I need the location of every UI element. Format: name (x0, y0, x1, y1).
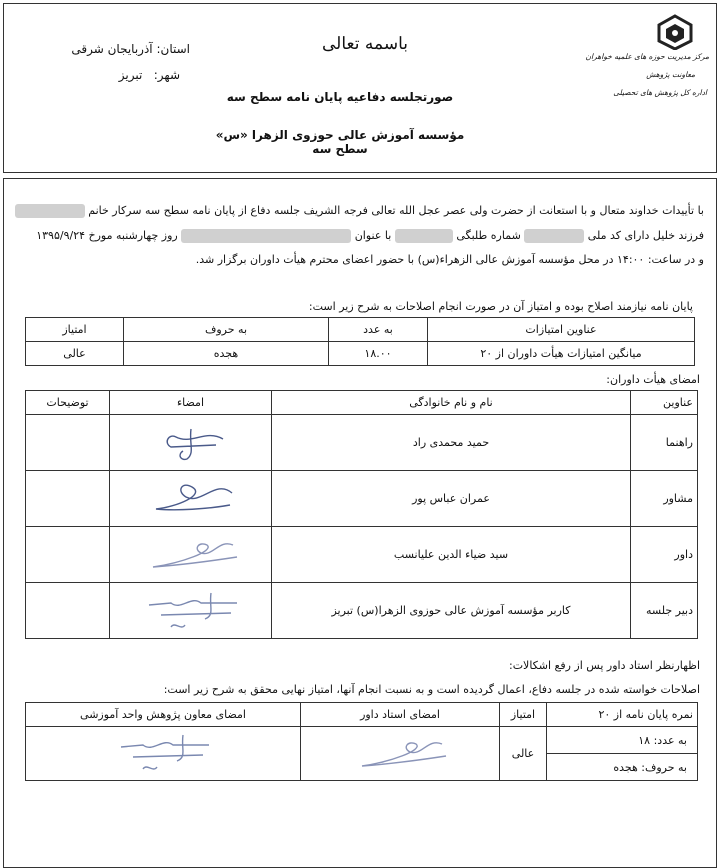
redacted-name (15, 204, 85, 218)
committee-header-signature: امضاء (110, 391, 272, 415)
scores-header-letters: به حروف (124, 318, 329, 342)
final-header-grade: امتیاز (500, 703, 547, 727)
final-line-1: اظهارنظر استاد داور پس از رفع اشکالات: (508, 659, 700, 672)
referee-signature-cell (301, 727, 500, 781)
committee-table (25, 390, 698, 639)
logo-emblem-icon (655, 14, 695, 50)
scores-row-grade: عالی (26, 342, 124, 366)
committee-header-notes: توضیحات (26, 391, 110, 415)
committee-note (26, 583, 110, 639)
redacted-thesis-title (181, 229, 351, 243)
committee-role: مشاور (631, 471, 698, 527)
organization-logo (585, 14, 715, 114)
signature-cell (110, 471, 272, 527)
page-title: صورتجلسه دفاعیه پایان نامه سطح سه (226, 90, 454, 104)
committee-name: سید ضیاء الدین علیانسب (272, 527, 631, 583)
signature-image (141, 531, 241, 575)
final-table (25, 702, 698, 781)
committee-note (26, 415, 110, 471)
committee-caption: امضای هیأت داوران: (606, 373, 700, 386)
intro-line-1: با تأییدات خداوند متعال و با استعانت از حضرت ولی عصر عجل الله تعالی فرجه الشریف جلسه دفاع از پایان نامه سطح سه سرکار خانم (18, 204, 704, 218)
scores-row-title: میانگین امتیازات هیأت داوران از ۲۰ (428, 342, 695, 366)
committee-header-name: نام و نام خانوادگی (272, 391, 631, 415)
province-value: آذربایجان شرقی (71, 42, 153, 56)
signature-image (350, 730, 450, 774)
scores-row-letters: هجده (124, 342, 329, 366)
signature-image (113, 729, 213, 775)
final-header-deputy-signature: امضای معاون پژوهش واحد آموزشی (26, 703, 301, 727)
committee-name: عمران عباس پور (272, 471, 631, 527)
final-grade: عالی (500, 727, 547, 781)
signature-cell (110, 583, 272, 639)
scores-header-title: عناوین امتیازات (428, 318, 695, 342)
city-line (60, 68, 180, 82)
city-value: تبریز (118, 68, 143, 82)
deputy-signature-cell (26, 727, 301, 781)
logo-line-2: معاونت پژوهش (646, 70, 695, 79)
scores-table (25, 317, 695, 366)
signature-cell (110, 415, 272, 471)
committee-note (26, 471, 110, 527)
redacted-student-number (395, 229, 453, 243)
final-header-referee-signature: امضای استاد داور (301, 703, 500, 727)
committee-header-role: عناوین (631, 391, 698, 415)
signature-image (146, 475, 236, 519)
committee-role: دبیر جلسه (631, 583, 698, 639)
table-row (26, 471, 698, 527)
intro-line-2: فرزند خلیل دارای کد ملی شماره طلبگی با عنوان روز چهارشنبه مورخ ۱۳۹۵/۹/۲۴ (36, 229, 704, 242)
logo-line-1: مرکز مدیریت حوزه های علمیه خواهران (585, 52, 709, 61)
scores-header-number: به عدد (329, 318, 428, 342)
scores-row-number: ۱۸.۰۰ (329, 342, 428, 366)
table-row (26, 415, 698, 471)
scores-caption: پایان نامه نیازمند اصلاح بوده و امتیاز آن در صورت انجام اصلاحات به شرح زیر است: (308, 300, 693, 313)
final-header-score: نمره پایان نامه از ۲۰ (547, 703, 698, 727)
committee-name: کاربر مؤسسه آموزش عالی حوزوی الزهرا(س) تبریز (272, 583, 631, 639)
scores-header-grade: امتیاز (26, 318, 124, 342)
final-line-2: اصلاحات خواسته شده در جلسه دفاع، اعمال گردیده است و به نسبت انجام آنها، امتیاز نهایی محقق به شرح زیر است: (163, 683, 700, 696)
redacted-national-code (524, 229, 584, 243)
table-row (26, 527, 698, 583)
institute-name: مؤسسه آموزش عالی حوزوی الزهرا «س» سطح سه (215, 128, 465, 156)
final-by-number: به عدد: ۱۸ (547, 727, 698, 754)
committee-role: داور (631, 527, 698, 583)
basmala: باسمه تعالی (322, 34, 408, 54)
signature-cell (110, 527, 272, 583)
committee-name: حمید محمدی راد (272, 415, 631, 471)
table-row (26, 583, 698, 639)
signature-image (151, 419, 231, 463)
committee-role: راهنما (631, 415, 698, 471)
city-label: شهر: (153, 68, 180, 82)
intro-line-3: و در ساعت: ۱۴:۰۰ در محل مؤسسه آموزش عالی الزهراء(س) با حضور اعضای محترم هیأت داوران برگزار شد. (195, 253, 704, 266)
province-line (60, 42, 190, 56)
signature-image (141, 585, 241, 633)
committee-note (26, 527, 110, 583)
final-by-letters: به حروف: هجده (547, 754, 698, 781)
province-label: استان: (156, 42, 190, 56)
logo-line-3: اداره کل پژوهش های تحصیلی (613, 88, 707, 97)
